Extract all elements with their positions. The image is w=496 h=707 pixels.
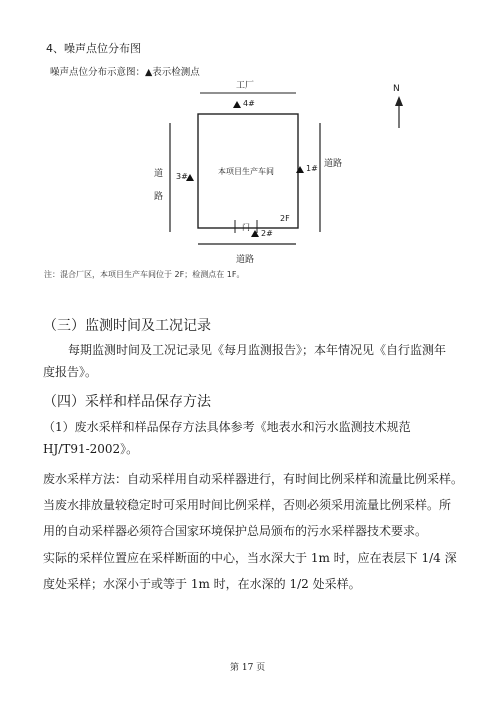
point-4-label: 4# (243, 99, 255, 108)
point-1-label: 1# (306, 164, 318, 173)
section-4-title: 4、噪声点位分布图 (46, 42, 141, 55)
section-4-line-2: HJ/T91-2002》。 (43, 442, 139, 456)
north-arrow-head (395, 96, 403, 106)
section-4-line-3: 废水采样方法：自动采样用自动采样器进行，有时间比例采样和流量比例采样。 (43, 472, 464, 486)
point-4-triangle (233, 101, 241, 108)
section-4-line-7: 度处采样；水深小于或等于 1m 时，在水深的 1/2 处采样。 (43, 577, 361, 591)
section-3-para-line-2: 度报告》。 (43, 365, 98, 379)
factory-label: 工厂 (236, 81, 255, 91)
section-4-line-1: （1）废水采样和样品保存方法具体参考《地表水和污水监测技术规范 (43, 420, 411, 434)
section-3-para-line-1: 每期监测时间及工况记录见《每月监测报告》；本年情况见《自行监测年 (68, 343, 447, 357)
page-number: 第 17 页 (230, 663, 266, 673)
diagram-note: 注：混合厂区，本项目生产车间位于 2F；检测点在 1F。 (44, 270, 245, 279)
road-left-label: 道路 (152, 168, 162, 214)
point-3-label: 3# (176, 172, 188, 181)
point-2-label: 2# (261, 229, 273, 238)
point-2-triangle (251, 230, 259, 237)
floor-label: 2F (280, 214, 290, 223)
road-right-label: 道路 (324, 159, 343, 169)
workshop-label: 本项目生产车间 (218, 167, 274, 176)
section-4-line-5: 用的自动采样器必须符合国家环境保护总局颁布的污水采样器技术要求。 (43, 524, 428, 538)
road-bottom-label: 道路 (236, 255, 255, 265)
point-1-triangle (296, 166, 304, 173)
noise-point-diagram (0, 0, 496, 290)
section-4-line-6: 实际的采样位置应在采样断面的中心，当水深大于 1m 时，应在表层下 1/4 深 (43, 551, 457, 565)
north-label: N (393, 84, 400, 94)
section-4-line-4: 当废水排放量较稳定时可采用时间比例采样，否则必须采用流量比例采样。所 (43, 498, 452, 512)
section-3-heading: （三）监测时间及工况记录 (43, 318, 211, 334)
diagram-legend: 噪声点位分布示意图：▲表示检测点 (50, 67, 200, 78)
section-4-heading: （四）采样和样品保存方法 (43, 394, 211, 410)
door-label: 门 (242, 223, 250, 232)
